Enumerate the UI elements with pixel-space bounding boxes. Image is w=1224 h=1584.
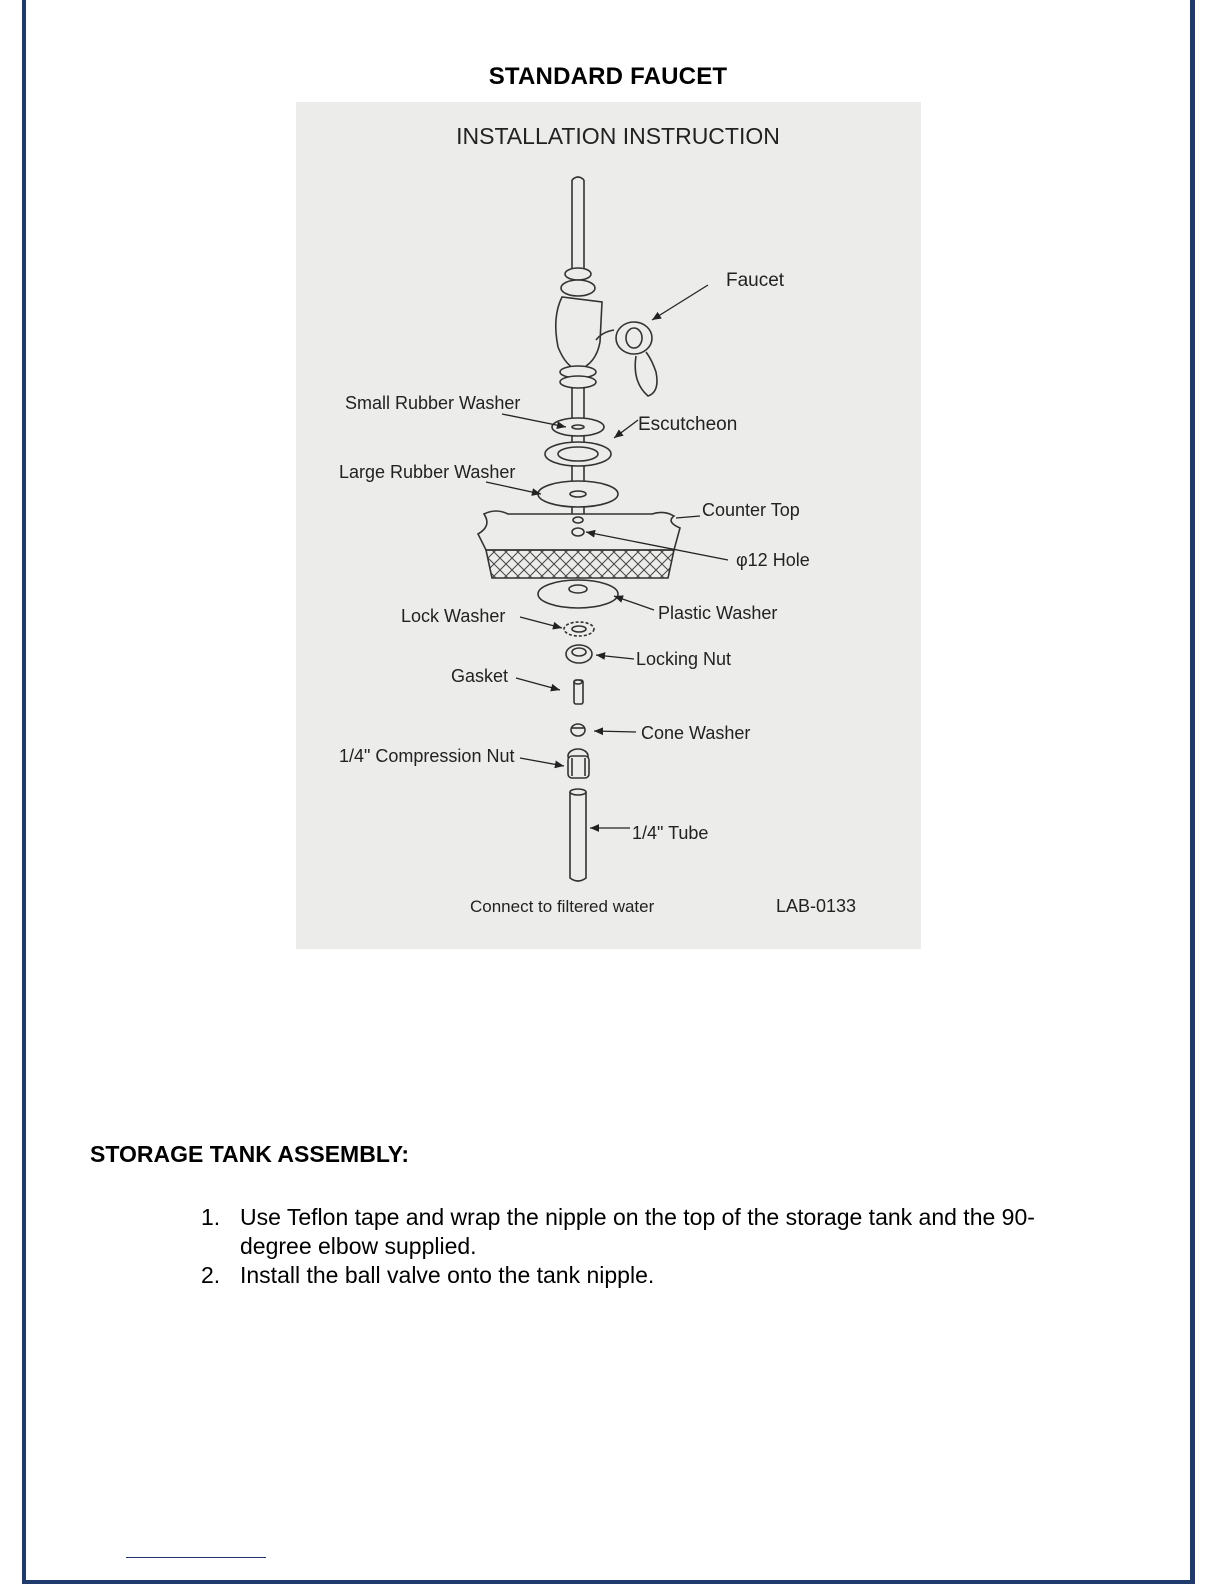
label-cone-washer: Cone Washer [641, 723, 751, 743]
locking-nut-icon [566, 645, 592, 663]
diagram-heading: INSTALLATION INSTRUCTION [456, 123, 780, 149]
large-rubber-washer-icon [538, 481, 618, 507]
small-rubber-washer-icon [552, 418, 604, 436]
label-counter-top: Counter Top [702, 500, 800, 520]
faucet-diagram [296, 102, 921, 949]
steps-list [201, 1203, 1101, 1290]
step-number: 2. [201, 1262, 221, 1288]
list-item [201, 1261, 1101, 1290]
diagram-code: LAB-0133 [776, 896, 857, 916]
installation-photo [296, 102, 921, 949]
footer-rule [126, 1557, 266, 1558]
list-item [201, 1203, 1101, 1261]
section-heading: STORAGE TANK ASSEMBLY: [90, 1141, 410, 1167]
label-gasket: Gasket [451, 666, 509, 686]
step-number: 1. [201, 1204, 221, 1230]
label-locking-nut: Locking Nut [636, 649, 732, 669]
page-border-bottom [22, 1580, 1195, 1584]
label-large-rubber-washer: Large Rubber Washer [339, 462, 516, 482]
tube-icon [570, 789, 586, 881]
diagram-footer-note: Connect to filtered water [470, 897, 655, 916]
step-text: Use Teflon tape and wrap the nipple on the top of the storage tank and the 90-degree elbow supplied. [240, 1204, 1035, 1259]
plastic-washer-icon [538, 580, 618, 608]
label-faucet: Faucet [726, 270, 785, 291]
label-lock-washer: Lock Washer [401, 606, 506, 626]
lock-washer-icon [564, 622, 594, 636]
cone-washer-icon [571, 724, 585, 736]
escutcheon-icon [545, 442, 611, 466]
page-border-left [22, 0, 26, 1584]
label-tube: 1/4" Tube [632, 823, 709, 843]
page-title: STANDARD FAUCET [488, 63, 728, 90]
label-escutcheon: Escutcheon [638, 414, 738, 435]
label-small-rubber-washer: Small Rubber Washer [345, 393, 521, 413]
label-hole: φ12 Hole [736, 550, 810, 570]
gasket-icon [574, 680, 583, 704]
label-plastic-washer: Plastic Washer [658, 603, 778, 623]
compression-nut-icon [568, 749, 589, 778]
page-border-right [1190, 0, 1195, 1584]
step-text: Install the ball valve onto the tank nipple. [240, 1262, 655, 1288]
label-compression-nut: 1/4" Compression Nut [339, 746, 515, 766]
